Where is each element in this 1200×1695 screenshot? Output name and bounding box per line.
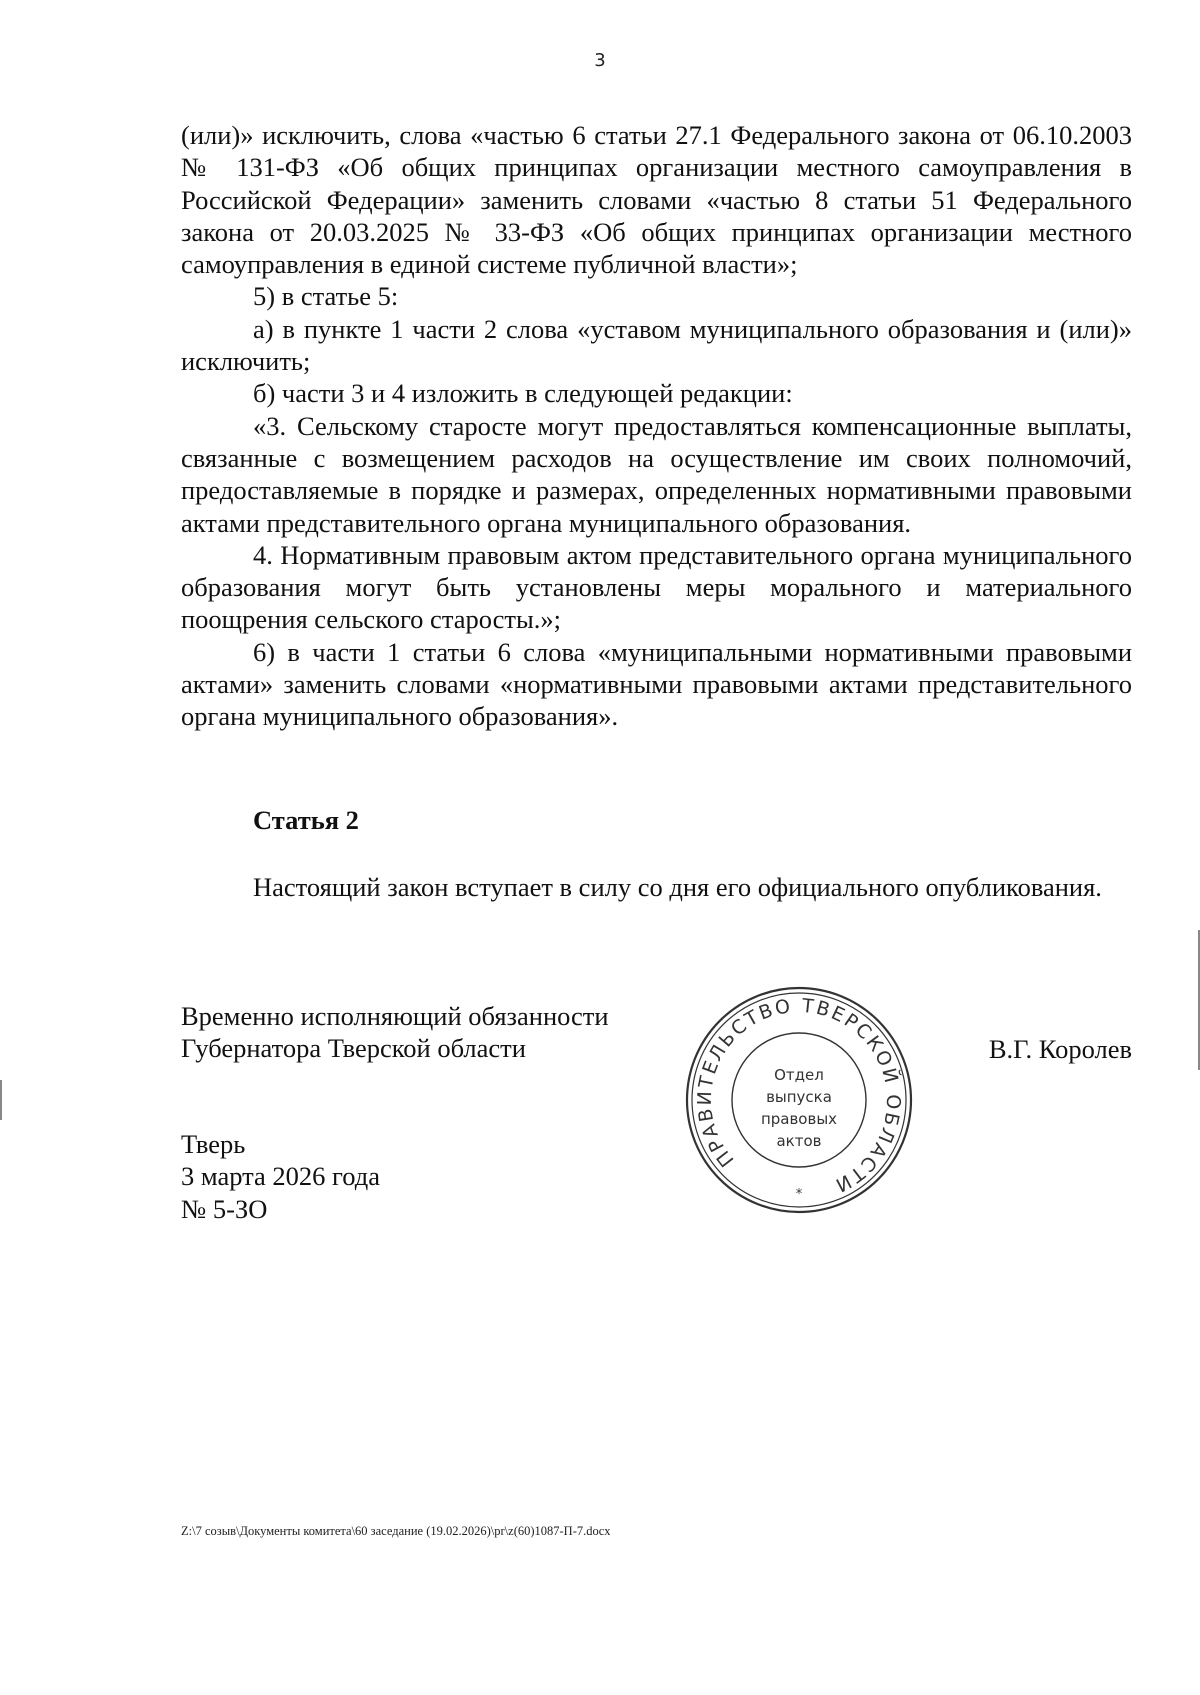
paragraph: б) части 3 и 4 изложить в следующей редакции: [253, 378, 793, 409]
stamp-center-line: актов [776, 1132, 822, 1150]
article-text: Настоящий закон вступает в силу со дня его официального опубликования. [253, 872, 1102, 902]
paragraph: 6) в части 1 статьи 6 слова «муниципальными нормативными правовыми актами» заменить словами «нормативными правовыми актами представительного органа муниципального образования». [181, 636, 1132, 732]
official-stamp [684, 985, 914, 1215]
paragraph: (или)» исключить, слова «частью 6 статьи 27.1 Федерального закона от 06.10.2003 № 131-ФЗ «Об общих принципах организации местного самоуправления в Российской Федерации» заменить словами «частью 8 статьи 51 Федерального закона от 20.03.2025 № 33-ФЗ «Об общих принципах организации местного самоуправления в единой системе публичной власти»; [181, 120, 1132, 280]
article-title: Статья 2 [253, 805, 359, 835]
law-number: № 5-ЗО [181, 1193, 268, 1224]
stamp-ring-text: ПРАВИТЕЛЬСТВО ТВЕРСКОЙ ОБЛАСТИ [693, 994, 905, 1197]
paragraph: а) в пункте 1 части 2 слова «уставом муниципального образования и (или)» исключить; [181, 313, 1132, 377]
law-date: 3 марта 2026 года [181, 1161, 380, 1192]
place-date [181, 1128, 380, 1225]
amendment-text [181, 119, 1132, 733]
stamp-star: * [795, 1187, 803, 1202]
page-number: 3 [594, 50, 606, 71]
paragraph: 5) в статье 5: [253, 281, 399, 312]
signer-title-line: Временно исполняющий обязанности [181, 1001, 609, 1031]
signer-title [181, 1000, 609, 1065]
paragraph: «3. Сельскому старосте могут предоставляться компенсационные выплаты, связанные с возмещением расходов на осуществление им своих полномочий, предоставляемые в порядке и размерах, определенных нормативными правовыми актами представительного органа муниципального образования. [181, 410, 1132, 538]
stamp-center-line: правовых [760, 1110, 838, 1128]
stamp-center-line: выпуска [766, 1088, 832, 1106]
file-path-footer: Z:\7 созыв\Документы комитета\60 заседание (19.02.2026)\pr\z(60)1087-П-7.docx [181, 1524, 611, 1538]
article-body [181, 871, 1132, 903]
signer-name: В.Г. Королев [988, 1034, 1132, 1064]
paragraph: 4. Нормативным правовым актом представительного органа муниципального образования могут быть установлены меры морального и материального поощрения сельского старосты.»; [181, 539, 1132, 635]
city: Тверь [181, 1129, 246, 1159]
signer-title-line: Губернатора Тверской области [181, 1033, 526, 1064]
scan-edge-mark [0, 1080, 2, 1120]
stamp-center-line: Отдел [774, 1066, 824, 1084]
